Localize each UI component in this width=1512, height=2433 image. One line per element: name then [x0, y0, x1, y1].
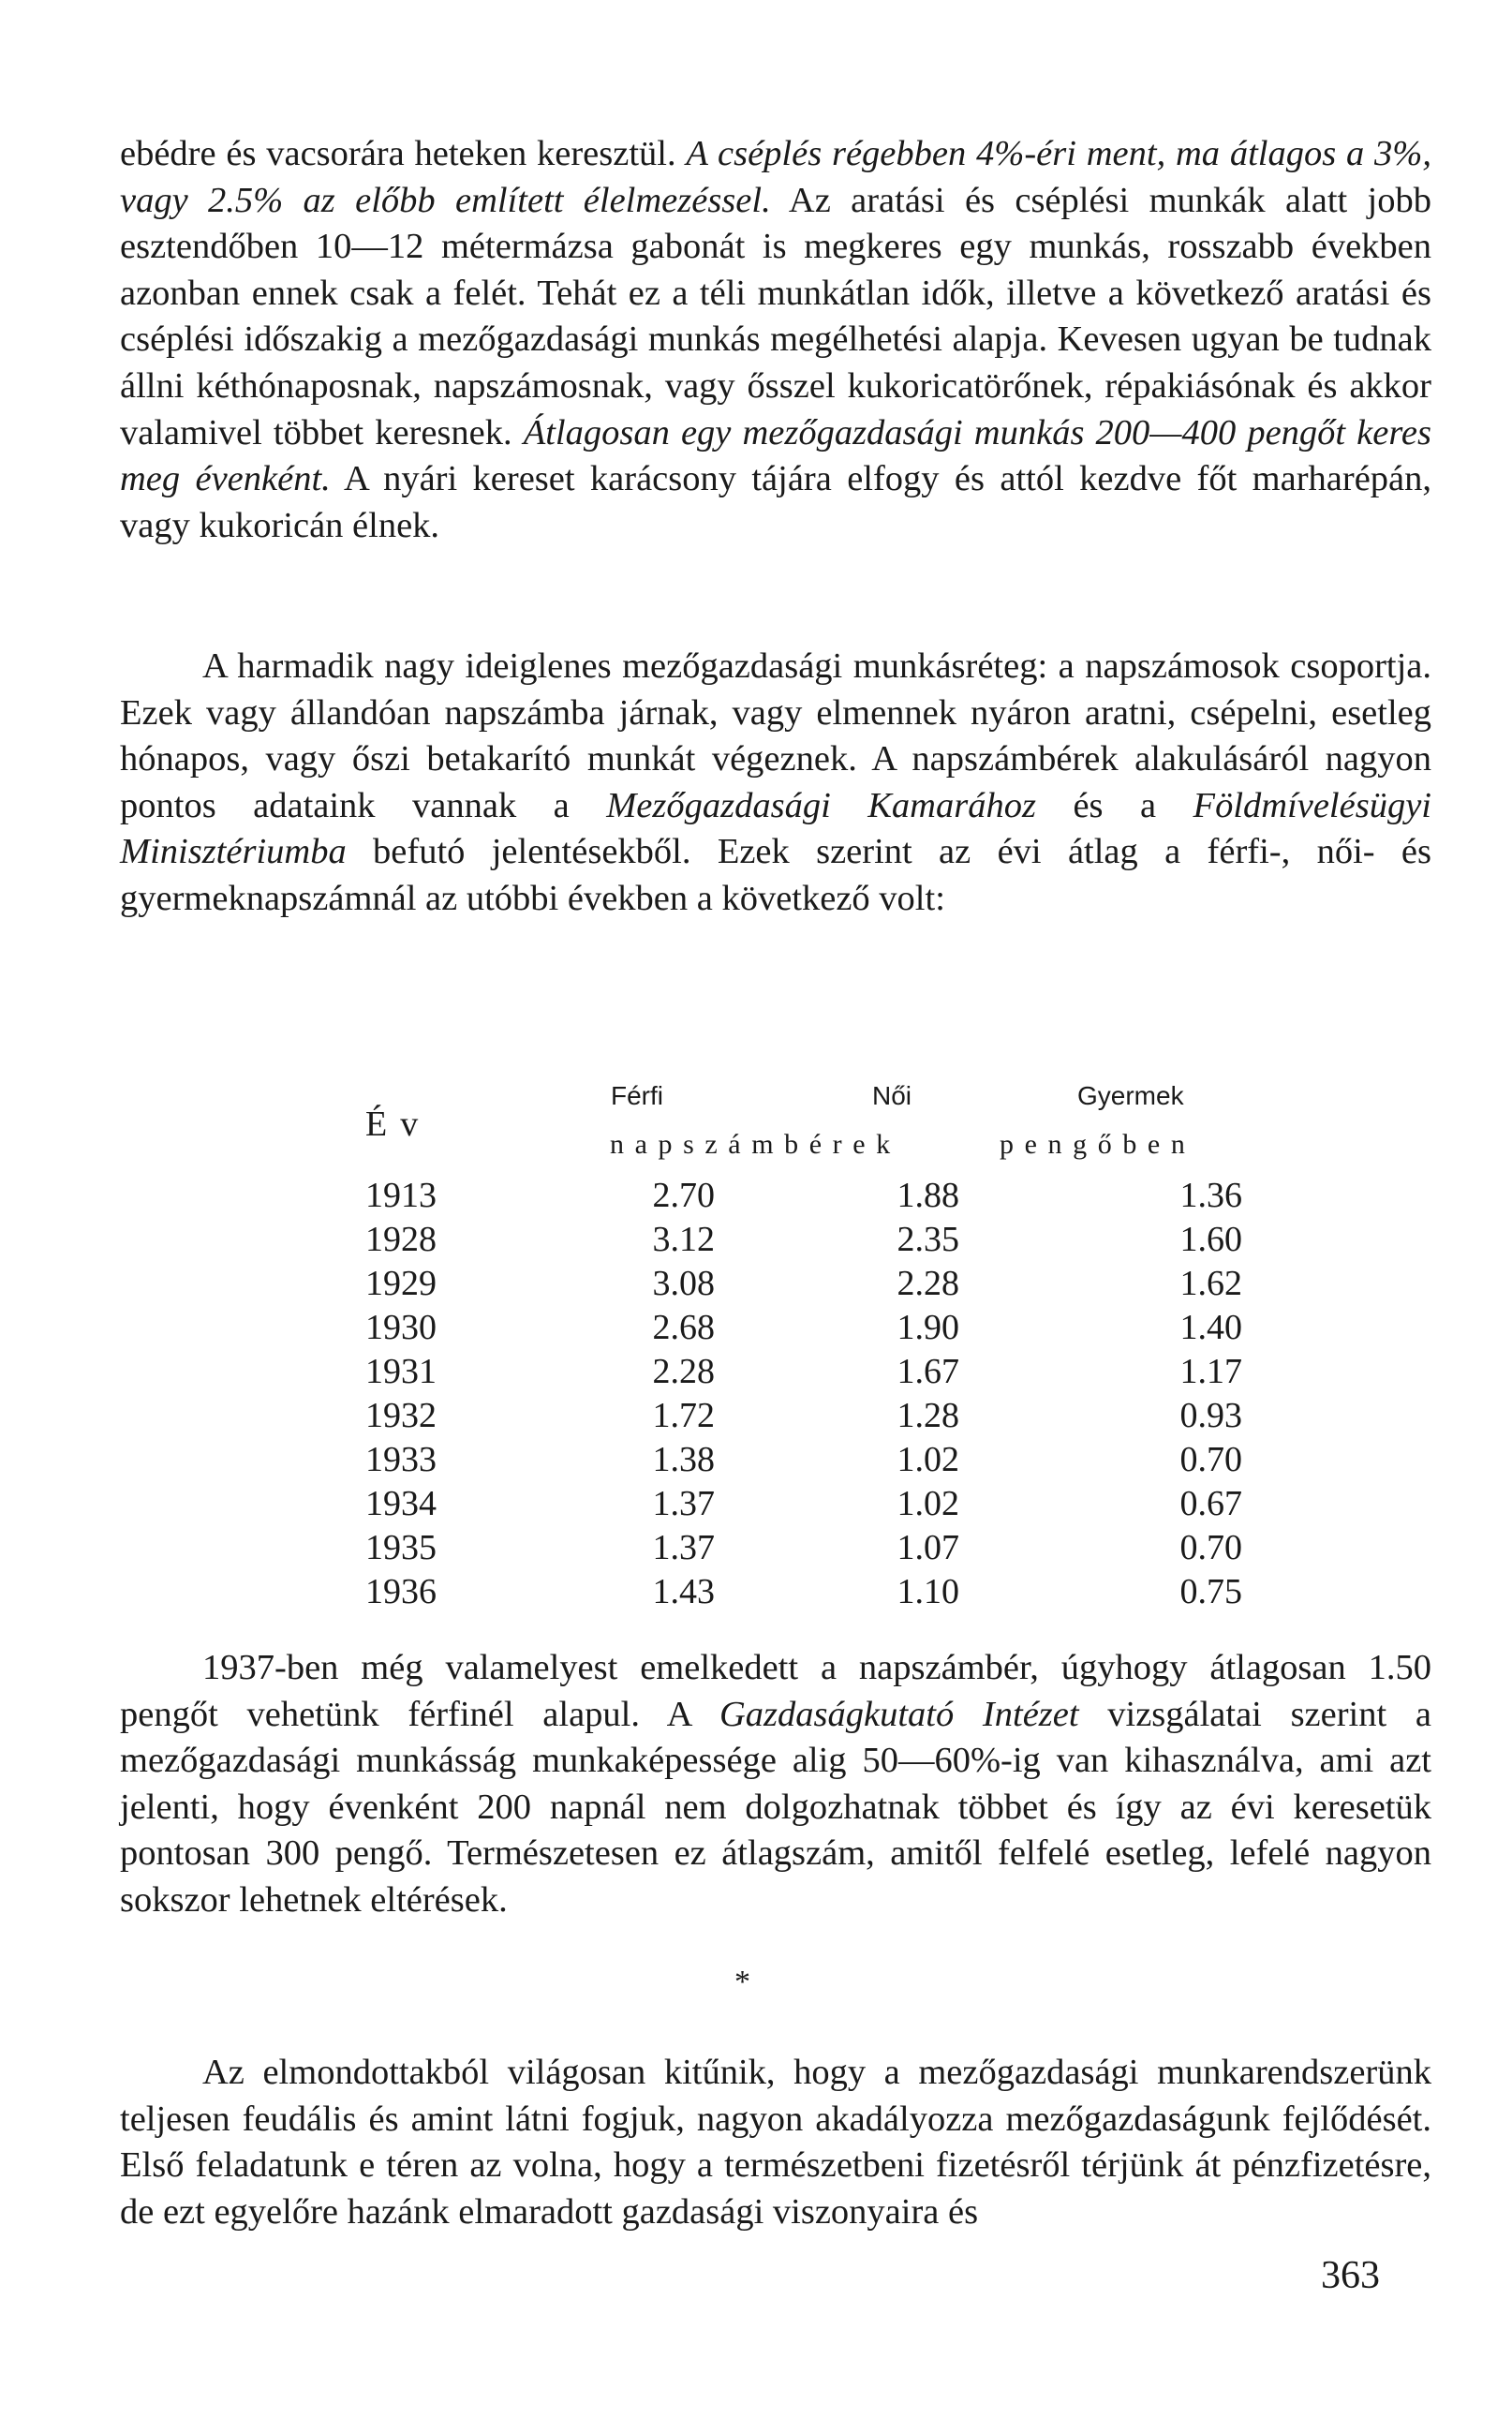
children-wage-cell: 1.17: [1179, 1352, 1242, 1391]
year-cell: 1930: [365, 1308, 437, 1347]
children-wage-cell: 0.67: [1179, 1484, 1242, 1523]
page-number: 363: [1321, 2254, 1380, 2297]
table-row: [120, 1349, 1431, 1394]
men-wage-cell: 2.70: [652, 1176, 715, 1215]
women-wage-cell: 2.28: [897, 1264, 959, 1303]
wage-table: [120, 1068, 1431, 1611]
men-column-header: Férfi: [611, 1081, 663, 1110]
italic-chamber-name: Mezőgazdasági Kamarához: [606, 785, 1036, 825]
men-wage-cell: 1.37: [652, 1484, 715, 1523]
men-wage-cell: 1.38: [652, 1440, 715, 1479]
women-wage-cell: 1.90: [897, 1308, 959, 1347]
children-column-header: Gyermek: [1077, 1081, 1184, 1110]
table-row: [120, 1217, 1431, 1262]
men-wage-cell: 3.08: [652, 1264, 715, 1303]
children-wage-cell: 1.36: [1179, 1176, 1242, 1215]
women-column-header: Női: [872, 1081, 912, 1110]
men-wage-cell: 1.43: [652, 1572, 715, 1611]
paragraph-harvest-earnings: ebédre és vacsorára heteken keresztül. A cséplés régebben 4%-éri ment, ma átlagos a 3%, vagy 2.5% az előbb említett élelmezéssel. Az aratási és cséplési munkák alatt jobb esztendőben 10—12 métermázsa gabonát is megkeres egy munkás, rosszabb években azonban ennek csak a felét. Tehát ez a téli munkátlan idők, illetve a következő aratási és cséplési időszakig a mezőgazdasági munkás megélhetési alapja. Kevesen ugyan be tudnak állni kéthónaposnak, napszámosnak, vagy ősszel kukoricatörőnek, répakiásónak és akkor valamivel többet keresnek. Átlagosan egy mezőgazdasági munkás 200—400 pengőt keres meg évenként. A nyári kereset karácsony tájára elfogy és attól kezdve főt marharépán, vagy kukoricán élnek.: [120, 134, 1431, 545]
men-wage-cell: 3.12: [652, 1220, 715, 1259]
men-wage-cell: 2.28: [652, 1352, 715, 1391]
table-row: [120, 1437, 1431, 1482]
women-wage-cell: 1.02: [897, 1484, 959, 1523]
year-cell: 1933: [365, 1440, 437, 1479]
table-row: [120, 1569, 1431, 1614]
italic-institute-name: Gazdaságkutató Intézet: [719, 1694, 1079, 1734]
women-wage-cell: 1.67: [897, 1352, 959, 1391]
year-header: Év: [365, 1105, 432, 1144]
paragraph-conclusion: Az elmondottakból világosan kitűnik, hogy a mezőgazdasági munkarendszerünk teljesen feudális és amint látni fogjuk, nagyon akadályozza mezőgazdaságunk fejlődését. Első feladatunk e téren az volna, hogy a természetbeni fizetésről térjünk át pénzfizetésre, de ezt egyelőre hazánk elmaradott gazdasági viszonyaira és: [120, 2053, 1431, 2232]
table-row: [120, 1261, 1431, 1306]
year-cell: 1932: [365, 1396, 437, 1435]
year-cell: 1928: [365, 1220, 437, 1259]
table-row: [120, 1525, 1431, 1570]
table-row: [120, 1173, 1431, 1218]
table-row: [120, 1481, 1431, 1526]
year-cell: 1934: [365, 1484, 437, 1523]
section-separator: *: [734, 1965, 750, 1999]
children-wage-cell: 0.75: [1179, 1572, 1242, 1611]
men-wage-cell: 1.37: [652, 1528, 715, 1567]
paragraph-1937-wages: 1937-ben még valamelyest emelkedett a napszámbér, úgyhogy átlagosan 1.50 pengőt vehetünk férfinél alapul. A Gazdaságkutató Intézet vizsgálatai szerint a mezőgazdasági munkásság munkaképessége alig 50—60%-ig van kihasználva, ami azt jelenti, hogy évenként 200 napnál nem dolgozhatnak többet és így az évi keresetük pontosan 300 pengő. Természetesen ez átlagszám, amitől felfelé esetleg, lefelé nagyon sokszor lehetnek eltérések.: [120, 1648, 1431, 1920]
unit-label-currency: pengőben: [1000, 1129, 1196, 1160]
year-cell: 1936: [365, 1572, 437, 1611]
italic-annual-income: Átlagosan egy mezőgazdasági munkás 200—400 pengőt keres meg évenként.: [120, 412, 1431, 499]
women-wage-cell: 1.07: [897, 1528, 959, 1567]
year-cell: 1929: [365, 1264, 437, 1303]
year-cell: 1913: [365, 1176, 437, 1215]
italic-threshing-share: A cséplés régebben 4%-éri ment, ma átlagos a 3%, vagy 2.5% az előbb említett élelmezéssel.: [120, 134, 1431, 220]
year-cell: 1935: [365, 1528, 437, 1567]
children-wage-cell: 0.93: [1179, 1396, 1242, 1435]
women-wage-cell: 1.88: [897, 1176, 959, 1215]
women-wage-cell: 1.02: [897, 1440, 959, 1479]
children-wage-cell: 0.70: [1179, 1528, 1242, 1567]
children-wage-cell: 1.60: [1179, 1220, 1242, 1259]
men-wage-cell: 2.68: [652, 1308, 715, 1347]
unit-label-wages: napszámbérek: [610, 1129, 901, 1160]
italic-ministry-name: Földmívelésügyi Minisztériumba: [120, 785, 1431, 872]
women-wage-cell: 2.35: [897, 1220, 959, 1259]
women-wage-cell: 1.28: [897, 1396, 959, 1435]
children-wage-cell: 0.70: [1179, 1440, 1242, 1479]
men-wage-cell: 1.72: [652, 1396, 715, 1435]
year-cell: 1931: [365, 1352, 437, 1391]
children-wage-cell: 1.62: [1179, 1264, 1242, 1303]
children-wage-cell: 1.40: [1179, 1308, 1242, 1347]
women-wage-cell: 1.10: [897, 1572, 959, 1611]
paragraph-day-laborers: A harmadik nagy ideiglenes mezőgazdasági munkásréteg: a napszámosok csoportja. Ezek vagy állandóan napszámba járnak, vagy elmennek nyáron aratni, csépelni, esetleg hónapos, vagy őszi betakarító munkát végeznek. A napszámbérek alakulásáról nagyon pontos adataink vannak a Mezőgazdasági Kamarához és a Földmívelésügyi Minisztériumba befutó jelentésekből. Ezek szerint az évi átlag a férfi-, női- és gyermeknapszámnál az utóbbi években a következő volt:: [120, 646, 1431, 918]
table-row: [120, 1305, 1431, 1350]
table-row: [120, 1393, 1431, 1438]
